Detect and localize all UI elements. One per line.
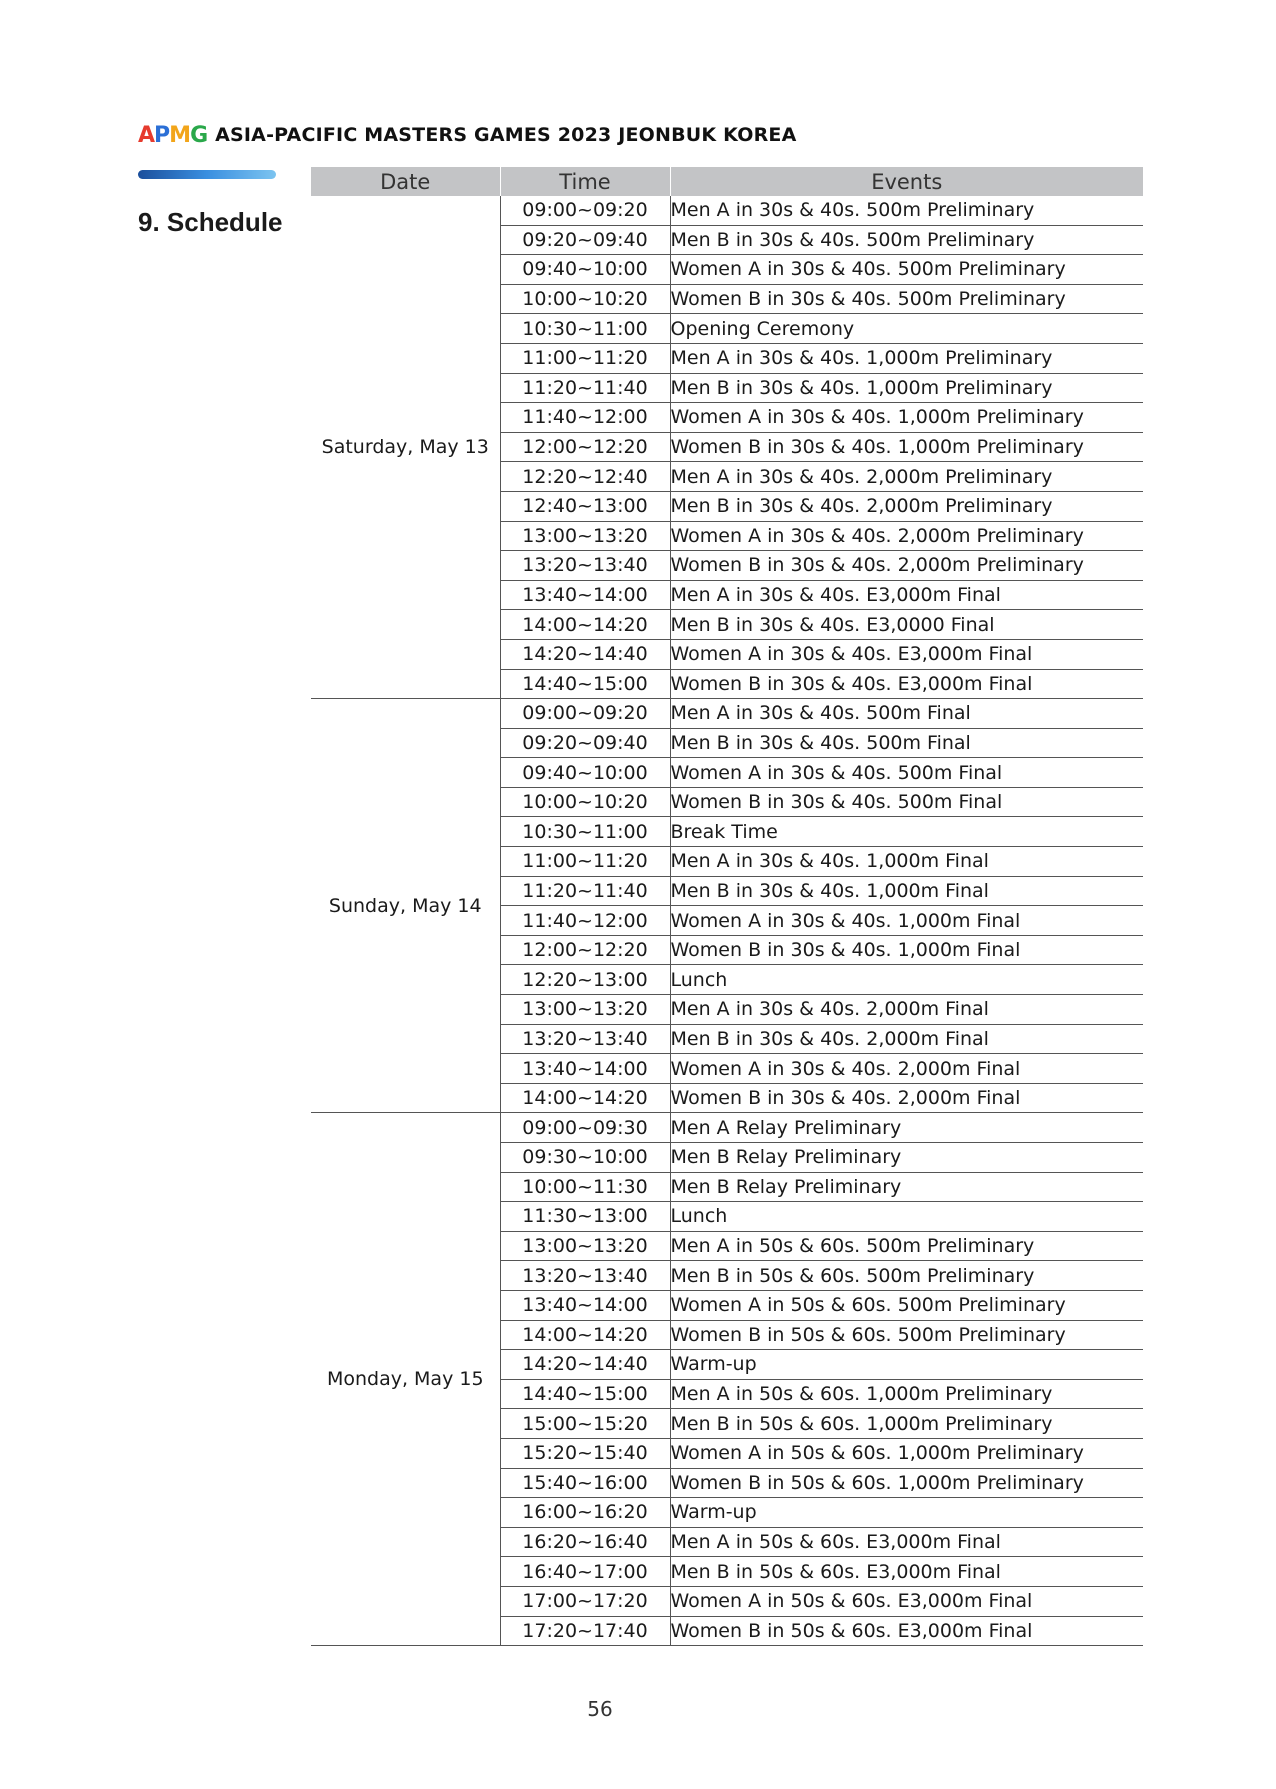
event-cell: Women A in 30s & 40s. E3,000m Final [670,639,1143,669]
date-cell: Saturday, May 13 [311,196,500,699]
event-cell: Women B in 50s & 60s. 500m Preliminary [670,1320,1143,1350]
event-cell: Men A in 30s & 40s. 500m Preliminary [670,196,1143,225]
time-cell: 12:00~12:20 [500,432,670,462]
time-cell: 10:30~11:00 [500,817,670,847]
logo-letter-p: P [154,122,170,148]
event-cell: Women B in 50s & 60s. E3,000m Final [670,1616,1143,1646]
time-cell: 09:20~09:40 [500,225,670,255]
header-events: Events [670,167,1143,196]
event-cell: Men B in 30s & 40s. 2,000m Final [670,1024,1143,1054]
time-cell: 15:20~15:40 [500,1438,670,1468]
time-cell: 10:00~10:20 [500,787,670,817]
apmg-logo [138,123,207,148]
table-row [311,1113,1143,1143]
time-cell: 12:00~12:20 [500,935,670,965]
time-cell: 11:00~11:20 [500,847,670,877]
event-cell: Men B in 30s & 40s. E3,0000 Final [670,610,1143,640]
event-cell: Women A in 50s & 60s. 1,000m Preliminary [670,1438,1143,1468]
event-cell: Men A in 50s & 60s. 500m Preliminary [670,1231,1143,1261]
time-cell: 11:40~12:00 [500,906,670,936]
time-cell: 13:20~13:40 [500,1261,670,1291]
event-cell: Women B in 30s & 40s. E3,000m Final [670,669,1143,699]
event-cell: Men B Relay Preliminary [670,1172,1143,1202]
time-cell: 09:40~10:00 [500,255,670,285]
event-cell: Women B in 50s & 60s. 1,000m Preliminary [670,1468,1143,1498]
event-cell: Warm-up [670,1498,1143,1528]
time-cell: 14:40~15:00 [500,669,670,699]
event-cell: Women B in 30s & 40s. 1,000m Final [670,935,1143,965]
event-cell: Men A in 30s & 40s. 500m Final [670,699,1143,729]
event-cell: Women B in 30s & 40s. 1,000m Preliminary [670,432,1143,462]
time-cell: 13:40~14:00 [500,580,670,610]
time-cell: 10:00~10:20 [500,284,670,314]
event-cell: Women A in 30s & 40s. 2,000m Final [670,1054,1143,1084]
header-time: Time [500,167,670,196]
event-cell: Break Time [670,817,1143,847]
event-cell: Men B in 30s & 40s. 2,000m Preliminary [670,491,1143,521]
time-cell: 17:20~17:40 [500,1616,670,1646]
table-header-row [311,167,1143,196]
table-row [311,699,1143,729]
time-cell: 16:00~16:20 [500,1498,670,1528]
time-cell: 10:00~11:30 [500,1172,670,1202]
time-cell: 15:40~16:00 [500,1468,670,1498]
event-cell: Men A in 30s & 40s. E3,000m Final [670,580,1143,610]
event-cell: Lunch [670,965,1143,995]
time-cell: 12:20~13:00 [500,965,670,995]
event-cell: Lunch [670,1202,1143,1232]
time-cell: 14:20~14:40 [500,1350,670,1380]
event-cell: Warm-up [670,1350,1143,1380]
event-cell: Men B in 30s & 40s. 500m Preliminary [670,225,1143,255]
event-cell: Men B in 30s & 40s. 500m Final [670,728,1143,758]
event-cell: Men B in 30s & 40s. 1,000m Final [670,876,1143,906]
time-cell: 09:30~10:00 [500,1143,670,1173]
event-cell: Men B in 30s & 40s. 1,000m Preliminary [670,373,1143,403]
event-cell: Men A in 30s & 40s. 1,000m Preliminary [670,343,1143,373]
schedule-body [311,196,1143,1646]
time-cell: 14:00~14:20 [500,1320,670,1350]
time-cell: 12:20~12:40 [500,462,670,492]
logo-letter-a: A [138,122,155,148]
event-cell: Women A in 50s & 60s. E3,000m Final [670,1586,1143,1616]
event-cell: Women B in 30s & 40s. 500m Final [670,787,1143,817]
page-number: 56 [587,1697,613,1721]
event-cell: Women A in 50s & 60s. 500m Preliminary [670,1290,1143,1320]
time-cell: 09:00~09:20 [500,196,670,225]
event-cell: Women A in 30s & 40s. 500m Final [670,758,1143,788]
event-cell: Men B in 50s & 60s. 1,000m Preliminary [670,1409,1143,1439]
time-cell: 09:00~09:20 [500,699,670,729]
time-cell: 14:40~15:00 [500,1379,670,1409]
header-date: Date [311,167,500,196]
time-cell: 13:20~13:40 [500,1024,670,1054]
event-cell: Men A Relay Preliminary [670,1113,1143,1143]
event-cell: Women A in 30s & 40s. 1,000m Final [670,906,1143,936]
time-cell: 15:00~15:20 [500,1409,670,1439]
time-cell: 11:00~11:20 [500,343,670,373]
event-cell: Women A in 30s & 40s. 1,000m Preliminary [670,403,1143,433]
event-cell: Opening Ceremony [670,314,1143,344]
time-cell: 14:00~14:20 [500,610,670,640]
time-cell: 11:40~12:00 [500,403,670,433]
date-cell: Sunday, May 14 [311,699,500,1113]
time-cell: 14:20~14:40 [500,639,670,669]
decorative-blue-bar [138,170,276,179]
event-cell: Women B in 30s & 40s. 500m Preliminary [670,284,1143,314]
logo-letter-m: M [169,122,191,148]
document-header [138,120,797,150]
time-cell: 09:20~09:40 [500,728,670,758]
time-cell: 13:40~14:00 [500,1054,670,1084]
time-cell: 09:00~09:30 [500,1113,670,1143]
time-cell: 11:20~11:40 [500,876,670,906]
event-cell: Men A in 30s & 40s. 2,000m Preliminary [670,462,1143,492]
time-cell: 11:30~13:00 [500,1202,670,1232]
time-cell: 12:40~13:00 [500,491,670,521]
time-cell: 16:20~16:40 [500,1527,670,1557]
date-cell: Monday, May 15 [311,1113,500,1646]
time-cell: 13:00~13:20 [500,1231,670,1261]
time-cell: 13:00~13:20 [500,521,670,551]
event-cell: Men A in 50s & 60s. 1,000m Preliminary [670,1379,1143,1409]
time-cell: 13:20~13:40 [500,551,670,581]
event-cell: Men A in 30s & 40s. 2,000m Final [670,995,1143,1025]
time-cell: 09:40~10:00 [500,758,670,788]
event-cell: Men B Relay Preliminary [670,1143,1143,1173]
time-cell: 16:40~17:00 [500,1557,670,1587]
event-cell: Women B in 30s & 40s. 2,000m Preliminary [670,551,1143,581]
event-cell: Women A in 30s & 40s. 500m Preliminary [670,255,1143,285]
header-title: ASIA-PACIFIC MASTERS GAMES 2023 JEONBUK KOREA [215,124,797,146]
schedule-table [311,167,1143,1646]
time-cell: 17:00~17:20 [500,1586,670,1616]
time-cell: 14:00~14:20 [500,1083,670,1113]
logo-letter-g: G [190,122,208,148]
time-cell: 13:40~14:00 [500,1290,670,1320]
event-cell: Men A in 30s & 40s. 1,000m Final [670,847,1143,877]
event-cell: Men B in 50s & 60s. E3,000m Final [670,1557,1143,1587]
time-cell: 13:00~13:20 [500,995,670,1025]
event-cell: Men B in 50s & 60s. 500m Preliminary [670,1261,1143,1291]
table-row [311,196,1143,225]
time-cell: 11:20~11:40 [500,373,670,403]
event-cell: Men A in 50s & 60s. E3,000m Final [670,1527,1143,1557]
section-title: 9. Schedule [138,207,283,237]
time-cell: 10:30~11:00 [500,314,670,344]
event-cell: Women B in 30s & 40s. 2,000m Final [670,1083,1143,1113]
event-cell: Women A in 30s & 40s. 2,000m Preliminary [670,521,1143,551]
